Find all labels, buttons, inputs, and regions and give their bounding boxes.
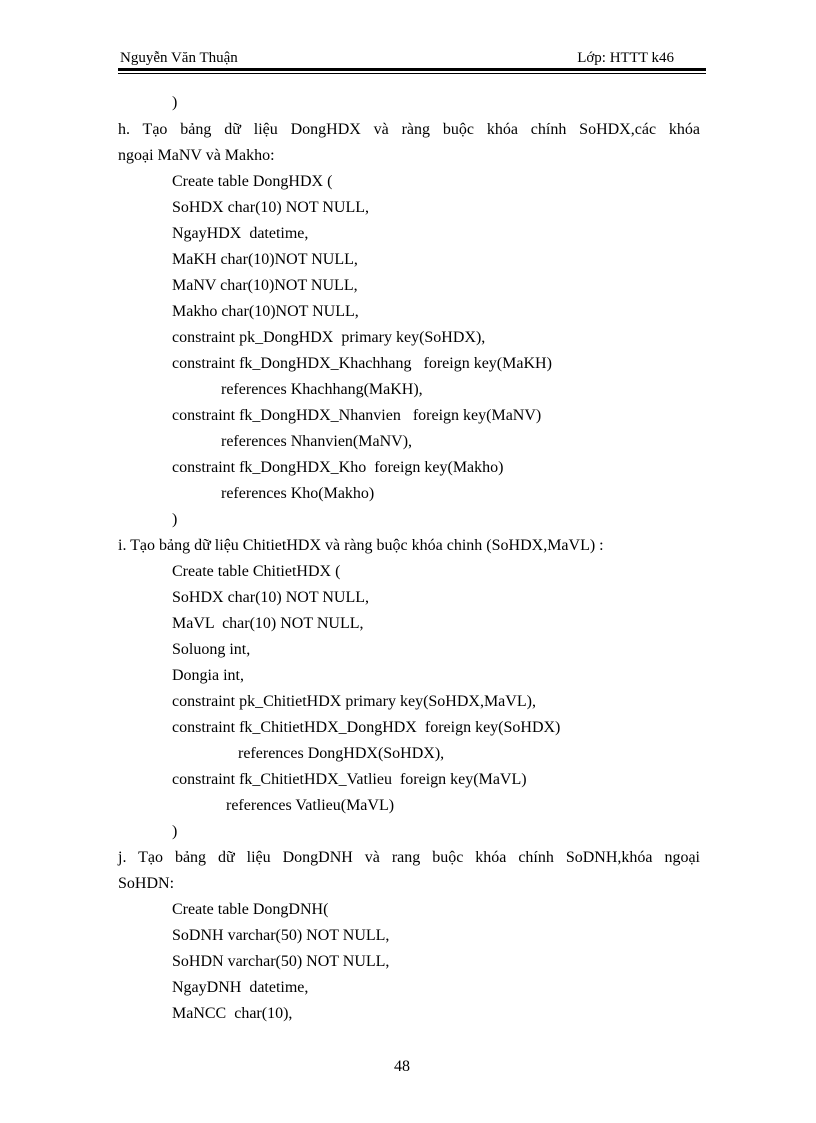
code-line: Dongia int, xyxy=(172,667,244,684)
header-author: Nguyễn Văn Thuận xyxy=(120,50,238,66)
code-line: constraint pk_DongHDX primary key(SoHDX), xyxy=(172,329,486,346)
section-i-heading: i. Tạo bảng dữ liệu ChitietHDX và ràng buộc khóa chinh (SoHDX,MaVL) : xyxy=(118,537,604,554)
code-line: Create table DongDNH( xyxy=(172,901,329,918)
code-line: Create table ChitietHDX ( xyxy=(172,563,341,580)
code-line: NgayHDX datetime, xyxy=(172,225,309,242)
code-line: constraint fk_DongHDX_Kho foreign key(Makho) xyxy=(172,459,504,476)
code-line: constraint fk_DongHDX_Nhanvien foreign key(MaNV) xyxy=(172,407,542,424)
page-number: 48 xyxy=(394,1058,410,1075)
code-line: SoHDN varchar(50) NOT NULL, xyxy=(172,953,390,970)
section-j-heading-line1: j. Tạo bảng dữ liệu DongDNH và rang buộc khóa chính SoDNH,khóa ngoại xyxy=(118,849,700,866)
page-header xyxy=(118,48,704,66)
closing-paren-prev: ) xyxy=(172,94,178,111)
code-line: Makho char(10)NOT NULL, xyxy=(172,303,359,320)
code-line-indented: references Kho(Makho) xyxy=(221,485,375,502)
section-h-heading-line1: h. Tạo bảng dữ liệu DongHDX và ràng buộc khóa chính SoHDX,các khóa xyxy=(118,121,700,138)
header-class-label: Lớp: HTTT k46 xyxy=(577,50,674,66)
code-line: constraint fk_ChitietHDX_DongHDX foreign key(SoHDX) xyxy=(172,719,561,736)
code-line: MaVL char(10) NOT NULL, xyxy=(172,615,364,632)
code-line-indented: references Nhanvien(MaNV), xyxy=(221,433,413,450)
code-line: SoDNH varchar(50) NOT NULL, xyxy=(172,927,390,944)
code-line: ) xyxy=(172,511,178,528)
code-line: constraint pk_ChitietHDX primary key(SoHDX,MaVL), xyxy=(172,693,536,710)
header-rule-thick xyxy=(118,68,706,71)
code-line: SoHDX char(10) NOT NULL, xyxy=(172,589,369,606)
code-line-indented: references Vatlieu(MaVL) xyxy=(226,797,395,814)
code-line-indented: references Khachhang(MaKH), xyxy=(221,381,423,398)
code-line: MaNV char(10)NOT NULL, xyxy=(172,277,358,294)
code-line: constraint fk_ChitietHDX_Vatlieu foreign key(MaVL) xyxy=(172,771,527,788)
code-line: NgayDNH datetime, xyxy=(172,979,309,996)
code-line: constraint fk_DongHDX_Khachhang foreign key(MaKH) xyxy=(172,355,552,372)
header-rule-thin xyxy=(118,73,706,74)
section-h-heading-line2: ngoại MaNV và Makho: xyxy=(118,147,275,164)
code-line: MaNCC char(10), xyxy=(172,1005,293,1022)
code-line: Create table DongHDX ( xyxy=(172,173,333,190)
code-line: MaKH char(10)NOT NULL, xyxy=(172,251,358,268)
code-line: Soluong int, xyxy=(172,641,251,658)
code-line-indented: references DongHDX(SoHDX), xyxy=(238,745,445,762)
code-line: ) xyxy=(172,823,178,840)
code-line: SoHDX char(10) NOT NULL, xyxy=(172,199,369,216)
section-j-heading-line2: SoHDN: xyxy=(118,875,175,892)
